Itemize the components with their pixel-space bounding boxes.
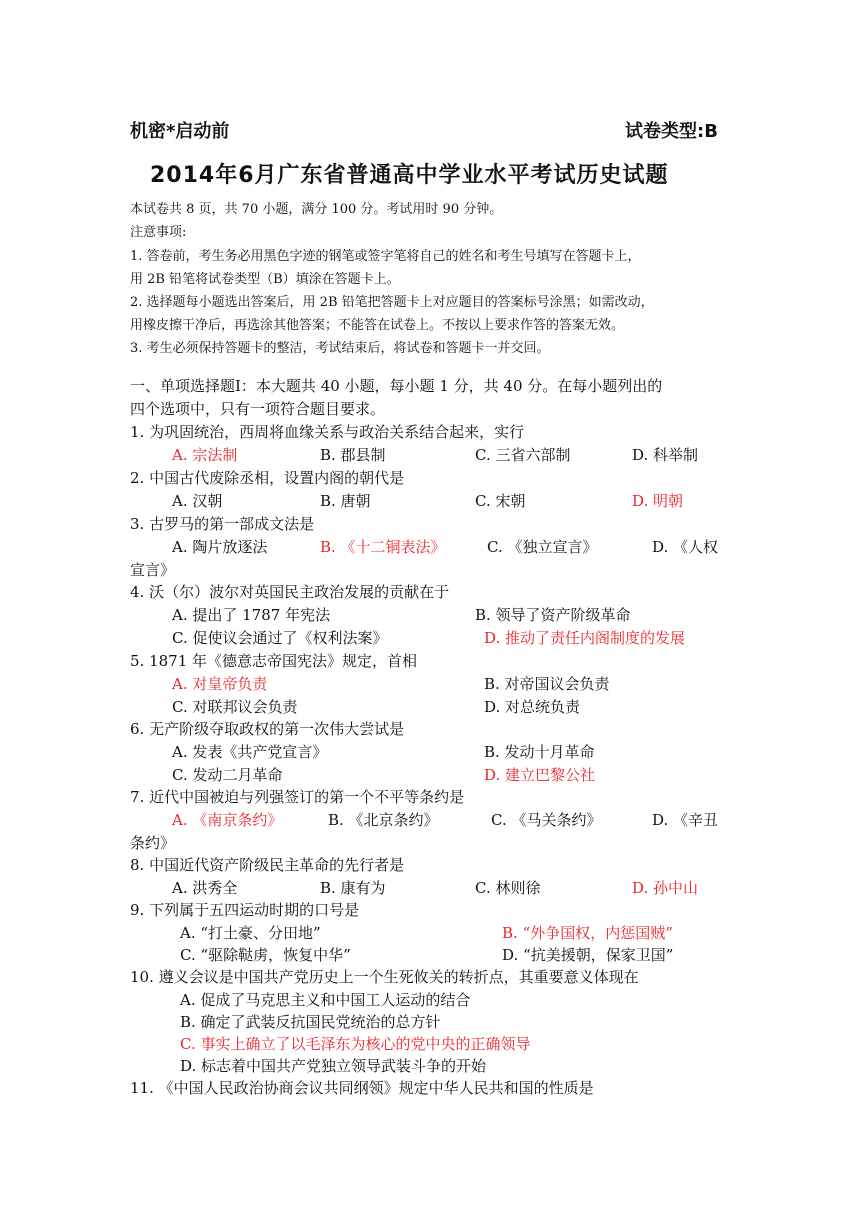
option-d: D. 科举制 [632, 446, 699, 464]
option-a-answer: A. 对皇帝负责 [172, 675, 268, 693]
option-c-answer: C. 事实上确立了以毛泽东为核心的党中央的正确领导 [180, 1035, 531, 1053]
option-b: B. 唐朝 [320, 492, 371, 510]
option-a: A. 汉朝 [172, 492, 223, 510]
option-a-answer: A. 《南京条约》 [172, 811, 283, 829]
option-c: C. 对联邦议会负责 [172, 698, 298, 716]
option-c: C. 《马关条约》 [491, 811, 602, 829]
option-b: B. 领导了资产阶级革命 [475, 606, 631, 624]
option-c: C. 林则徐 [475, 879, 541, 897]
notice-item-2: 2. 选择题每小题选出答案后，用 2B 铅笔把答题卡上对应题目的答案标号涂黑；如需改动， [130, 295, 654, 310]
option-a: A. 发表《共产党宣言》 [172, 743, 328, 761]
question-stem: 4. 沃（尔）波尔对英国民主政治发展的贡献在于 [130, 583, 450, 601]
option-a: A. 陶片放逐法 [172, 538, 268, 556]
option-b: B. 康有为 [320, 879, 386, 897]
paper-type-label: 试卷类型:B [625, 121, 718, 142]
option-d-answer: D. 推动了责任内阁制度的发展 [484, 629, 686, 647]
question-stem: 2. 中国古代废除丞相，设置内阁的朝代是 [130, 469, 405, 487]
option-a: A. 提出了 1787 年宪法 [172, 606, 331, 624]
page-title: 2014年6月广东省普通高中学业水平考试历史试题 [150, 163, 669, 188]
option-c: C. 宋朝 [475, 492, 526, 510]
question-stem: 7. 近代中国被迫与列强签订的第一个不平等条约是 [130, 788, 465, 806]
option-d-cont: 条约》 [130, 834, 176, 852]
question-stem: 5. 1871 年《德意志帝国宪法》规定，首相 [130, 652, 418, 670]
question-stem: 6. 无产阶级夺取政权的第一次伟大尝试是 [130, 720, 405, 738]
option-a: A. “打土豪、分田地” [180, 924, 321, 942]
option-d-answer: D. 明朝 [632, 492, 684, 510]
option-c: C. 三省六部制 [475, 446, 571, 464]
option-a: A. 洪秀全 [172, 879, 238, 897]
notice-item-3: 3. 考生必须保持答题卡的整洁，考试结束后，将试卷和答题卡一并交回。 [130, 341, 550, 356]
option-b-answer: B. “外争国权，内惩国贼” [502, 924, 673, 942]
option-a: A. 促成了马克思主义和中国工人运动的结合 [180, 991, 471, 1009]
option-d-cont: 宣言》 [130, 561, 176, 579]
option-a-answer: A. 宗法制 [172, 446, 238, 464]
option-d: D. 标志着中国共产党独立领导武装斗争的开始 [180, 1057, 487, 1075]
notice-heading: 注意事项: [130, 225, 187, 240]
option-b: B. 《北京条约》 [328, 811, 439, 829]
section-heading: 一、单项选择题Ⅰ：本大题共 40 小题，每小题 1 分，共 40 分。在每小题列出的 [130, 377, 663, 395]
option-b: B. 发动十月革命 [484, 743, 595, 761]
option-b: B. 郡县制 [320, 446, 386, 464]
option-d-answer: D. 建立巴黎公社 [484, 766, 596, 784]
option-d: D. 《人权 [652, 538, 719, 556]
option-d-answer: D. 孙中山 [632, 879, 699, 897]
option-d: D. “抗美援朝，保家卫国” [502, 946, 674, 964]
notice-item-2-cont: 用橡皮擦干净后，再选涂其他答案；不能答在试卷上。不按以上要求作答的答案无效。 [130, 318, 625, 333]
question-stem: 1. 为巩固统治，西周将血缘关系与政治关系结合起来，实行 [130, 423, 525, 441]
option-c: C. 发动二月革命 [172, 766, 283, 784]
option-b: B. 对帝国议会负责 [484, 675, 610, 693]
intro-line: 本试卷共 8 页，共 70 小题，满分 100 分。考试用时 90 分钟。 [130, 202, 503, 217]
question-stem: 9. 下列属于五四运动时期的口号是 [130, 901, 360, 919]
option-d: D. 《辛丑 [652, 811, 719, 829]
option-c: C. 《独立宣言》 [487, 538, 598, 556]
option-d: D. 对总统负责 [484, 698, 581, 716]
option-c: C. “驱除鞑虏，恢复中华” [180, 946, 351, 964]
question-stem: 8. 中国近代资产阶级民主革命的先行者是 [130, 856, 405, 874]
question-stem: 10. 遵义会议是中国共产党历史上一个生死攸关的转折点，其重要意义体现在 [130, 968, 639, 986]
option-b-answer: B. 《十二铜表法》 [320, 538, 446, 556]
notice-item-1-cont: 用 2B 铅笔将试卷类型（B）填涂在答题卡上。 [130, 272, 400, 287]
section-heading-cont: 四个选项中，只有一项符合题目要求。 [130, 400, 386, 418]
option-c: C. 促使议会通过了《权利法案》 [172, 629, 388, 647]
confidential-label: 机密*启动前 [130, 121, 230, 142]
question-stem: 11. 《中国人民政治协商会议共同纲领》规定中华人民共和国的性质是 [130, 1079, 594, 1097]
notice-item-1: 1. 答卷前，考生务必用黑色字迹的钢笔或签字笔将自己的姓名和考生号填写在答题卡上， [130, 249, 641, 264]
question-stem: 3. 古罗马的第一部成文法是 [130, 515, 315, 533]
option-b: B. 确定了武装反抗国民党统治的总方针 [180, 1013, 441, 1031]
